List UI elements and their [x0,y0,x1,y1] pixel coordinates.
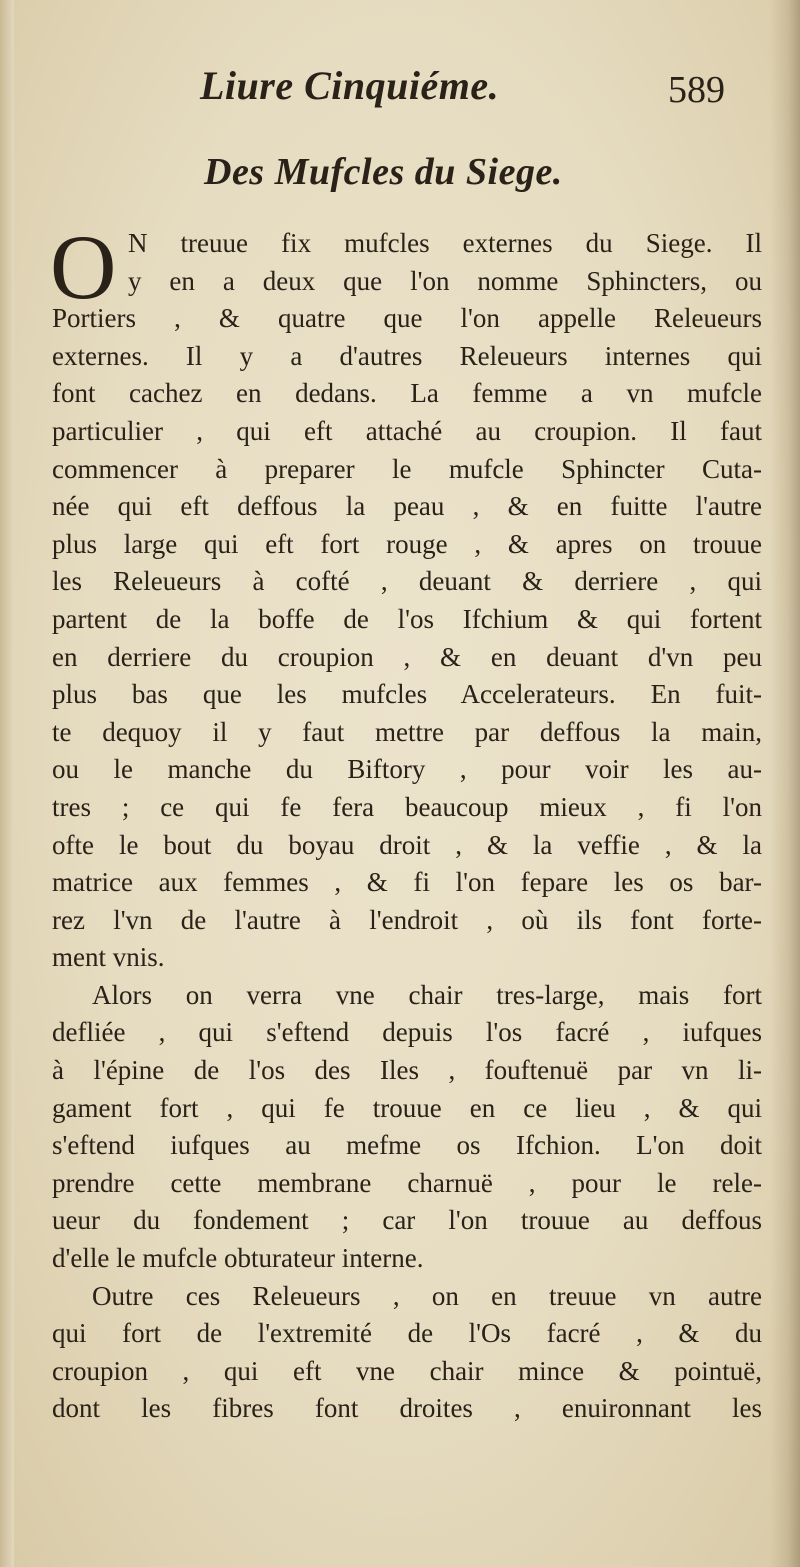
text-line: les Releueurs à cofté , deuant & derriere , qui [52,566,762,597]
text-line: Outre ces Releueurs , on en treuue vn autre [92,1280,762,1311]
text-line: née qui eft deffous la peau , & en fuitte l'autre [52,491,762,522]
text-line: dont les fibres font droites , enuironnant les [52,1393,762,1424]
text-line: tres ; ce qui fe fera beaucoup mieux , fi l'on [52,791,762,822]
page-header [200,62,760,112]
text-line: Portiers , & quatre que l'on appelle Releueurs [52,303,762,334]
text-line: en derriere du croupion , & en deuant d'vn peu [52,641,762,672]
text-line: d'elle le mufcle obturateur interne. [52,1243,424,1274]
text-line: ou le manche du Biftory , pour voir les au- [52,754,762,785]
text-line: plus bas que les mufcles Accelerateurs. En fuit- [52,679,762,710]
page-gutter-shadow [770,0,800,1567]
body-text [50,216,762,1428]
section-title: Des Mufcles du Siege. [204,151,563,193]
text-line: ueur du fondement ; car l'on trouue au deffous [52,1205,762,1236]
text-line: font cachez en dedans. La femme a vn mufcle [52,378,762,409]
text-line: Alors on verra vne chair tres-large, mais fort [92,979,762,1010]
text-line: y en a deux que l'on nomme Sphincters, ou [128,265,762,296]
text-line: ment vnis. [52,942,165,973]
text-line: à l'épine de l'os des Iles , fouftenuë par vn li- [52,1055,762,1086]
text-line: prendre cette membrane charnuë , pour le rele- [52,1167,762,1198]
text-line: ofte le bout du boyau droit , & la veffie , & la [52,829,762,860]
text-line: rez l'vn de l'autre à l'endroit , où ils font forte- [52,904,762,935]
text-line: gament fort , qui fe trouue en ce lieu , & qui [52,1092,762,1123]
text-line: te dequoy il y faut mettre par deffous la main, [52,716,762,747]
text-line: plus large qui eft fort rouge , & apres on trouue [52,528,762,559]
text-line: qui fort de l'extremité de l'Os facré , & du [52,1318,762,1349]
text-line: matrice aux femmes , & fi l'on fepare les os bar- [52,867,762,898]
text-line: N treuue fix mufcles externes du Siege. Il [128,228,762,258]
page-left-edge [0,0,14,1567]
running-title: Liure Cinquiéme. [200,63,500,108]
text-line: partent de la boffe de l'os Ifchium & qui fortent [52,603,762,634]
text-line: defliée , qui s'eftend depuis l'os facré , iufques [52,1017,762,1048]
page-number: 589 [668,69,725,111]
text-line: externes. Il y a d'autres Releueurs internes qui [52,340,762,371]
text-line: commencer à preparer le mufcle Sphincter Cuta- [52,453,762,484]
drop-cap: O [50,216,117,318]
text-line: particulier , qui eft attaché au croupion. Il faut [52,415,762,446]
text-line: s'eftend iufques au mefme os Ifchion. L'on doit [52,1130,762,1161]
text-line: croupion , qui eft vne chair mince & pointuë, [52,1355,762,1386]
